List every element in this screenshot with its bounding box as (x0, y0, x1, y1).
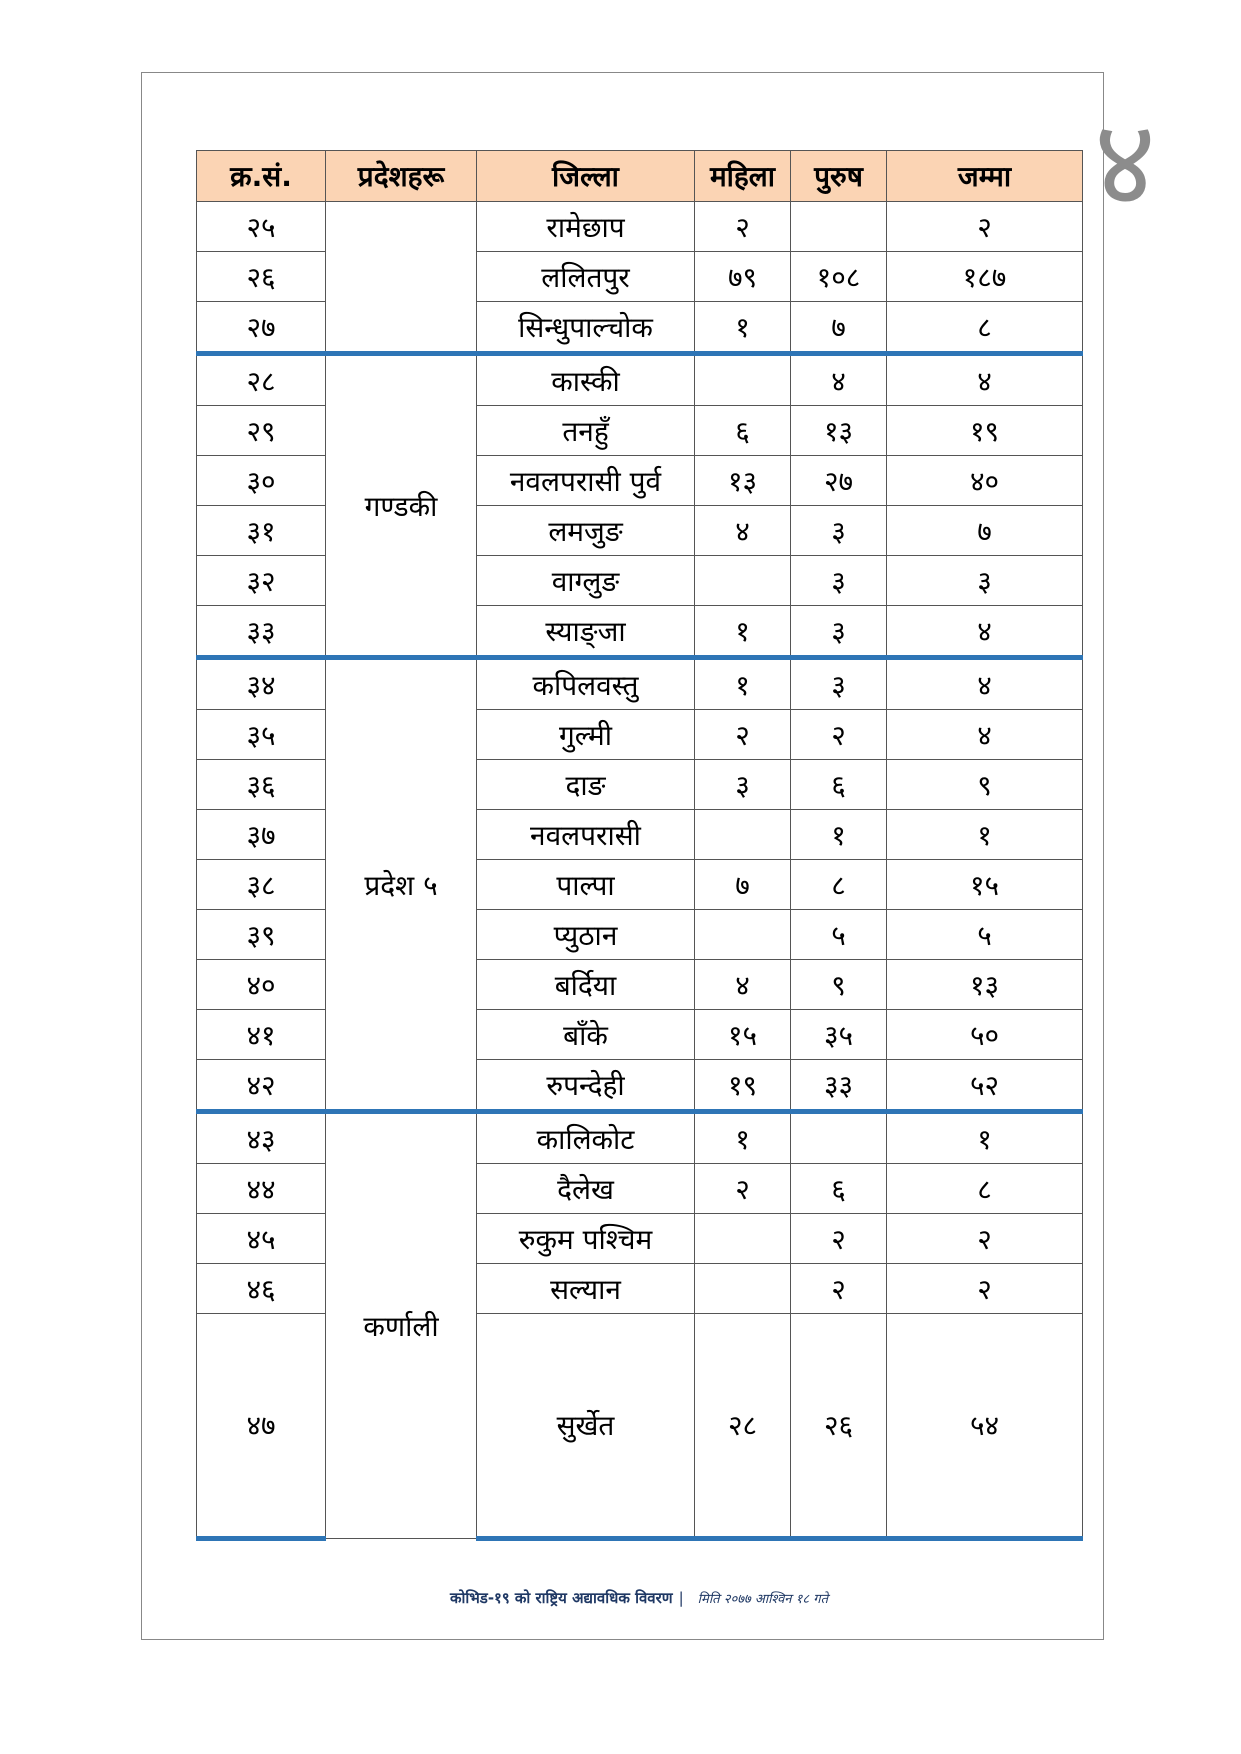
district-cell: कास्की (477, 354, 695, 406)
male-cell: २७ (791, 456, 887, 506)
sn-cell: ३२ (197, 556, 326, 606)
district-cell: बर्दिया (477, 960, 695, 1010)
total-cell: २ (887, 202, 1083, 252)
female-cell: १३ (695, 456, 791, 506)
sn-cell: ४४ (197, 1164, 326, 1214)
sn-cell: २९ (197, 406, 326, 456)
male-cell: ६ (791, 1164, 887, 1214)
female-cell: १ (695, 658, 791, 710)
total-cell: १३ (887, 960, 1083, 1010)
sn-cell: २८ (197, 354, 326, 406)
district-cell: रुपन्देही (477, 1060, 695, 1112)
female-cell: ४ (695, 506, 791, 556)
district-table (196, 150, 1083, 1541)
total-cell: ४० (887, 456, 1083, 506)
total-cell: १५ (887, 860, 1083, 910)
sn-cell: ३० (197, 456, 326, 506)
province-cell: प्रदेश ५ (326, 658, 477, 1112)
page-number-text: ४ (1093, 112, 1157, 222)
table-row (197, 1112, 1083, 1164)
female-cell: २ (695, 202, 791, 252)
male-cell: २ (791, 1264, 887, 1314)
female-cell: २८ (695, 1314, 791, 1539)
male-cell: ६ (791, 760, 887, 810)
total-cell: ४ (887, 354, 1083, 406)
district-cell: वाग्लुङ (477, 556, 695, 606)
sn-cell: ३६ (197, 760, 326, 810)
male-cell: ३३ (791, 1060, 887, 1112)
total-cell: १ (887, 810, 1083, 860)
header-sn: क्र.सं. (197, 151, 326, 202)
sn-cell: २७ (197, 302, 326, 354)
district-cell: रुकुम पश्चिम (477, 1214, 695, 1264)
female-cell (695, 810, 791, 860)
male-cell: ३ (791, 606, 887, 658)
header-province: प्रदेशहरू (326, 151, 477, 202)
female-cell: ७९ (695, 252, 791, 302)
footer-separator: | (678, 1589, 684, 1607)
male-cell: १ (791, 810, 887, 860)
sn-cell: ४६ (197, 1264, 326, 1314)
district-cell: गुल्मी (477, 710, 695, 760)
footer-title: कोभिड-१९ को राष्ट्रिय अद्यावधिक विवरण (449, 1589, 673, 1607)
district-cell: प्युठान (477, 910, 695, 960)
total-cell: ५२ (887, 1060, 1083, 1112)
female-cell: १५ (695, 1010, 791, 1060)
district-cell: सिन्धुपाल्चोक (477, 302, 695, 354)
male-cell: २६ (791, 1314, 887, 1539)
total-cell: ४ (887, 710, 1083, 760)
total-cell: ४ (887, 658, 1083, 710)
sn-cell: ३५ (197, 710, 326, 760)
total-cell: ८ (887, 302, 1083, 354)
sn-cell: ४१ (197, 1010, 326, 1060)
female-cell (695, 910, 791, 960)
district-cell: नवलपरासी पुर्व (477, 456, 695, 506)
sn-cell: ३९ (197, 910, 326, 960)
header-male: पुरुष (791, 151, 887, 202)
male-cell: २ (791, 1214, 887, 1264)
table-row (197, 202, 1083, 252)
district-cell: सुर्खेत (477, 1314, 695, 1539)
total-cell: १९ (887, 406, 1083, 456)
female-cell: १९ (695, 1060, 791, 1112)
district-cell: स्याङ्जा (477, 606, 695, 658)
sn-cell: ३४ (197, 658, 326, 710)
male-cell (791, 1112, 887, 1164)
male-cell: ८ (791, 860, 887, 910)
male-cell: ४ (791, 354, 887, 406)
district-cell: नवलपरासी (477, 810, 695, 860)
female-cell: २ (695, 1164, 791, 1214)
table-body (197, 202, 1083, 1539)
header-total: जम्मा (887, 151, 1083, 202)
female-cell: १ (695, 302, 791, 354)
total-cell: ५४ (887, 1314, 1083, 1539)
sn-cell: ४७ (197, 1314, 326, 1539)
footer-date: मिति २०७७ आश्विन १८ गते (697, 1592, 829, 1607)
district-cell: दैलेख (477, 1164, 695, 1214)
province-cell: कर्णाली (326, 1112, 477, 1539)
sn-cell: ४० (197, 960, 326, 1010)
total-cell: २ (887, 1214, 1083, 1264)
table-row (197, 354, 1083, 406)
female-cell: १ (695, 1112, 791, 1164)
female-cell: ७ (695, 860, 791, 910)
female-cell: ४ (695, 960, 791, 1010)
district-cell: दाङ (477, 760, 695, 810)
district-cell: बाँके (477, 1010, 695, 1060)
province-cell: गण्डकी (326, 354, 477, 658)
male-cell: २ (791, 710, 887, 760)
sn-cell: ३७ (197, 810, 326, 860)
female-cell (695, 556, 791, 606)
sn-cell: ३८ (197, 860, 326, 910)
province-cell (326, 202, 477, 354)
district-cell: सल्यान (477, 1264, 695, 1314)
district-cell: पाल्पा (477, 860, 695, 910)
table-header-row (197, 151, 1083, 202)
district-cell: कपिलवस्तु (477, 658, 695, 710)
footer (196, 1588, 1082, 1608)
total-cell: १८७ (887, 252, 1083, 302)
female-cell: ३ (695, 760, 791, 810)
district-cell: कालिकोट (477, 1112, 695, 1164)
table-row (197, 658, 1083, 710)
female-cell (695, 354, 791, 406)
female-cell: १ (695, 606, 791, 658)
total-cell: १ (887, 1112, 1083, 1164)
header-district: जिल्ला (477, 151, 695, 202)
total-cell: २ (887, 1264, 1083, 1314)
male-cell: ७ (791, 302, 887, 354)
male-cell: ३५ (791, 1010, 887, 1060)
total-cell: ५ (887, 910, 1083, 960)
male-cell: ३ (791, 556, 887, 606)
total-cell: ७ (887, 506, 1083, 556)
total-cell: ३ (887, 556, 1083, 606)
male-cell: ३ (791, 506, 887, 556)
sn-cell: ४३ (197, 1112, 326, 1164)
male-cell: ३ (791, 658, 887, 710)
total-cell: ८ (887, 1164, 1083, 1214)
header-female: महिला (695, 151, 791, 202)
sn-cell: २६ (197, 252, 326, 302)
female-cell (695, 1264, 791, 1314)
female-cell: २ (695, 710, 791, 760)
district-cell: लमजुङ (477, 506, 695, 556)
male-cell: १०८ (791, 252, 887, 302)
male-cell: १३ (791, 406, 887, 456)
male-cell: ९ (791, 960, 887, 1010)
district-cell: तनहुँ (477, 406, 695, 456)
sn-cell: ३३ (197, 606, 326, 658)
sn-cell: ४२ (197, 1060, 326, 1112)
district-cell: ललितपुर (477, 252, 695, 302)
male-cell (791, 202, 887, 252)
sn-cell: ४५ (197, 1214, 326, 1264)
district-cell: रामेछाप (477, 202, 695, 252)
female-cell (695, 1214, 791, 1264)
sn-cell: २५ (197, 202, 326, 252)
male-cell: ५ (791, 910, 887, 960)
sn-cell: ३१ (197, 506, 326, 556)
total-cell: ५० (887, 1010, 1083, 1060)
female-cell: ६ (695, 406, 791, 456)
page-number (1070, 112, 1180, 222)
total-cell: ४ (887, 606, 1083, 658)
total-cell: ९ (887, 760, 1083, 810)
